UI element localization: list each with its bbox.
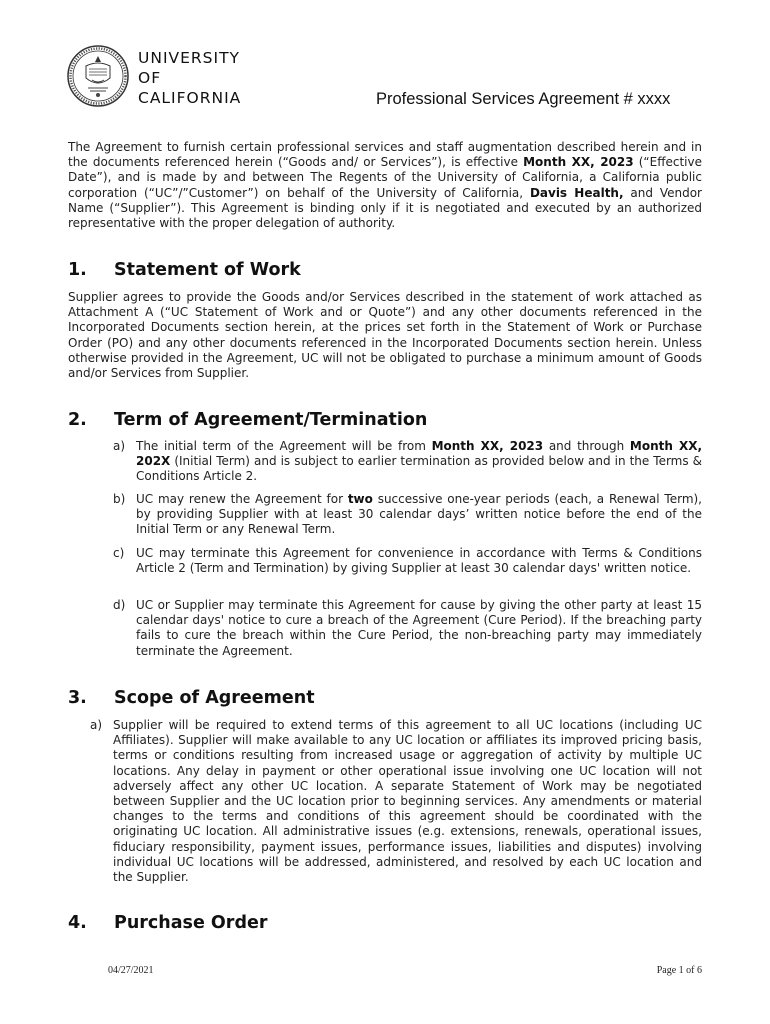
renewal-count: two [347, 492, 373, 506]
wordmark-line-3: CALIFORNIA [138, 89, 242, 107]
intro-text-2: (“Effective Date”), and is made by and between The Regents of the University of California, a California public corporation (“UC”/”Customer”) on behalf of the University of California, [68, 155, 702, 200]
section-4-title: Purchase Order [114, 913, 268, 933]
initial-start-date: Month XX, 2023 [431, 439, 544, 453]
item-text: The initial term of the Agreement will be from [136, 439, 432, 453]
section-3-heading [68, 688, 315, 708]
item-text: and through [543, 439, 630, 453]
item-text: UC may renew the Agreement for [136, 492, 348, 506]
intro-effective-date: Month XX, 2023 [523, 155, 634, 170]
intro-paragraph [68, 140, 702, 231]
section-2-number: 2. [68, 410, 87, 430]
item-text: successive one-year periods (each, a Renewal Term), by providing Supplier with at least 30 calendar days’ written notice before the end of the Initial Term or any Renewal Term. [136, 492, 702, 537]
section-1-title: Statement of Work [114, 260, 301, 280]
item-text: Supplier will be required to extend terms of this agreement to all UC locations (including UC Affiliates). Supplier will make available to any UC location or affiliates its improved pricing basis, terms or conditions resulting from increased usage or aggregation of activity by multiple UC locations. Any delay in payment or other operational issue involving one UC location will not adversely affect any other UC location. A separate Statement of Work may be negotiated between Supplier and the UC location prior to beginning services. Any amendments or material changes to the terms and conditions of this agreement should be coordinated with the originating UC location. All administrative issues (e.g. extensions, renewals, operational issues, fiduciary responsibility, payment issues, performance issues, liabilities and disputes) involving individual UC locations will be addressed, administered, and resolved by each UC location and the Supplier. [113, 718, 702, 885]
intro-text-1: The Agreement to furnish certain professional services and staff augmentation described herein and in the documents referenced herein (“Goods and/ or Services”), is effective [68, 140, 702, 170]
item-text: (Initial Term) and is subject to earlier termination as provided below and in the Terms & Conditions Article 2. [136, 454, 702, 484]
section-2-item-c [113, 546, 702, 576]
section-1-body: Supplier agrees to provide the Goods and/or Services described in the statement of work attached as Attachment A (“UC Statement of Work and or Quote”) and any other documents referenced in the Incorporated Documents section herein, at the prices set forth in the Statement of Work or Purchase Order (PO) and any other documents referenced in the Incorporated Documents section herein. Unless otherwise provided in the Agreement, UC will not be obligated to purchase a minimum amount of Goods and/or Services from Supplier. [68, 290, 702, 381]
intro-text-3: and Vendor Name (“Supplier”). This Agreement is binding only if it is negotiated and executed by an authorized representative with the proper delegation of authority. [68, 185, 702, 231]
section-2-title: Term of Agreement/Termination [114, 410, 428, 430]
section-3-item-a [90, 718, 702, 885]
section-4-heading [68, 913, 267, 933]
section-1-number: 1. [68, 260, 87, 280]
university-seal-icon [66, 44, 130, 108]
footer-date: 04/27/2021 [108, 965, 154, 976]
intro-davis-health: Davis Health, [529, 185, 624, 200]
list-marker: d) [113, 598, 126, 612]
section-2-item-d [113, 598, 702, 659]
section-1-heading [68, 260, 301, 280]
list-marker: b) [113, 492, 126, 506]
section-2-item-a [113, 439, 703, 485]
list-marker: a) [90, 718, 103, 732]
list-marker: a) [113, 439, 126, 453]
section-4-number: 4. [68, 913, 87, 933]
university-wordmark [138, 48, 241, 108]
item-text: UC may terminate this Agreement for convenience in accordance with Terms & Conditions Article 2 (Term and Termination) by giving Supplier at least 30 calendar days' written notice. [136, 546, 702, 576]
section-2-item-b [113, 492, 702, 538]
footer-page-number: Page 1 of 6 [656, 965, 702, 976]
initial-end-date: Month XX, 202X [136, 439, 703, 469]
section-3-number: 3. [68, 688, 87, 708]
item-text: UC or Supplier may terminate this Agreement for cause by giving the other party at least 15 calendar days' notice to cure a breach of the Agreement (Cure Period). If the breaching party fails to cure the breach within the Cure Period, the non-breaching party may immediately terminate the Agreement. [136, 598, 702, 658]
section-2-heading [68, 410, 427, 430]
agreement-title: Professional Services Agreement # xxxx [376, 90, 671, 108]
wordmark-line-2: OF [138, 69, 162, 87]
list-marker: c) [113, 546, 125, 560]
section-3-title: Scope of Agreement [114, 688, 315, 708]
wordmark-line-1: UNIVERSITY [138, 49, 241, 67]
